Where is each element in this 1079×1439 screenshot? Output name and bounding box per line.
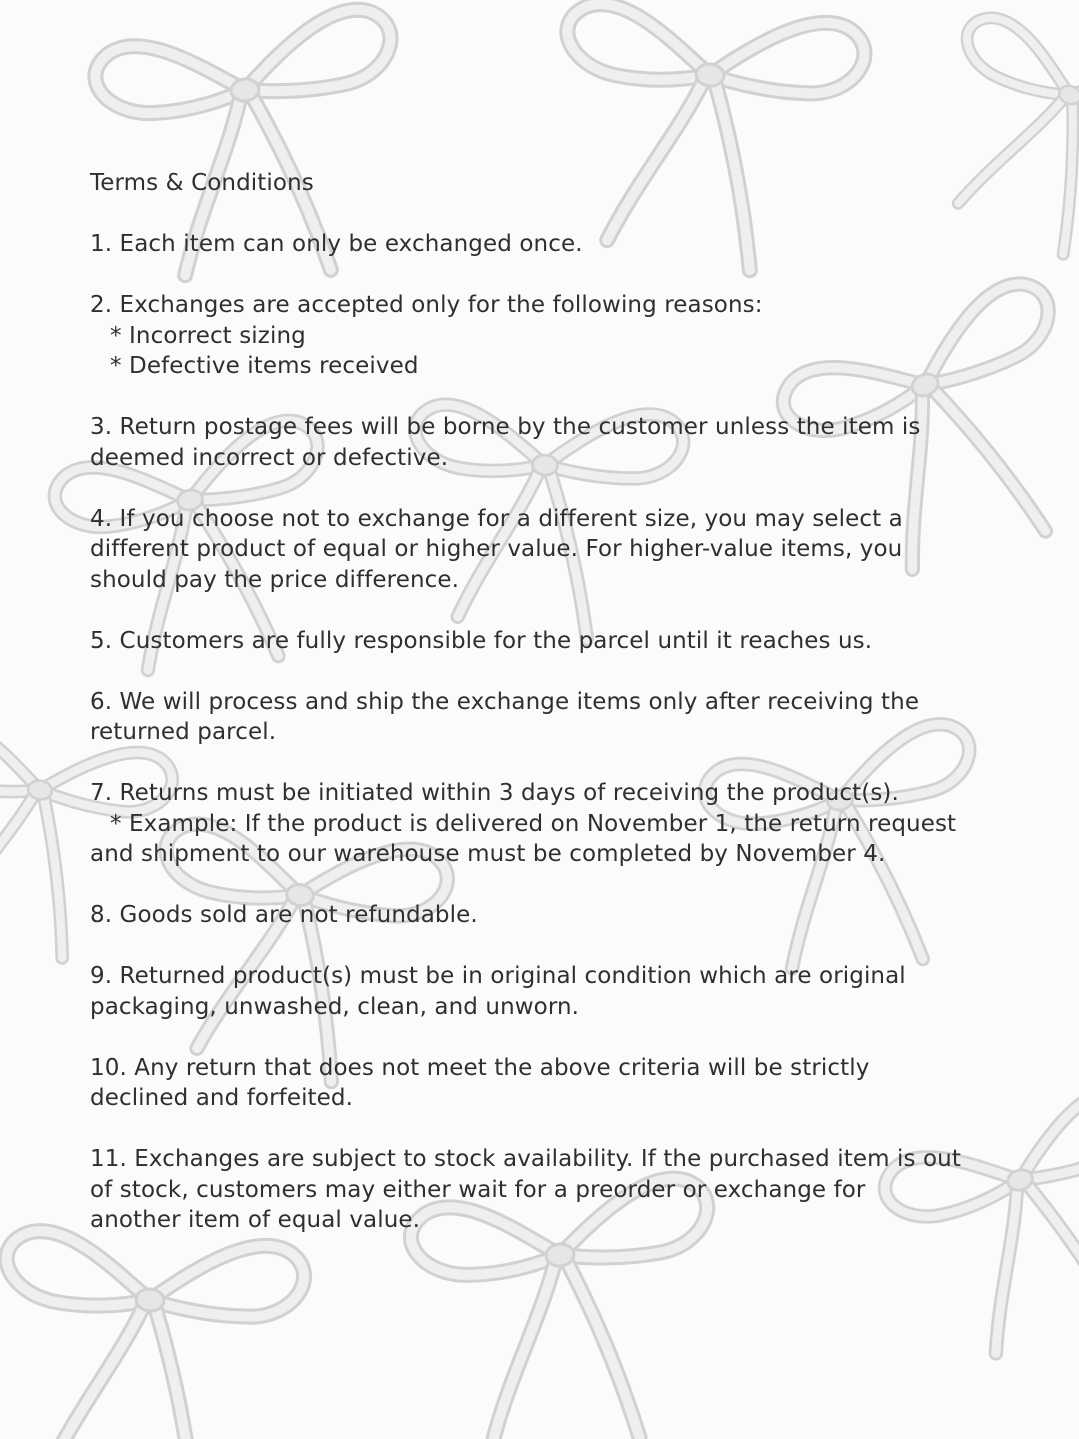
term-line: returned parcel. xyxy=(90,719,277,745)
term-line: 6. We will process and ship the exchange items only after receiving the xyxy=(90,688,920,715)
term-line: should pay the price difference. xyxy=(90,566,460,593)
term-10 xyxy=(90,1053,1020,1114)
term-line: deemed incorrect or defective. xyxy=(90,444,449,471)
term-bullet-defective-items: * Defective items received xyxy=(110,353,419,379)
term-7 xyxy=(90,778,1020,870)
term-11 xyxy=(90,1144,1020,1236)
term-4 xyxy=(90,504,1020,596)
term-line: 4. If you choose not to exchange for a different size, you may select a xyxy=(90,505,903,532)
term-8 xyxy=(90,900,1020,931)
term-line: packaging, unwashed, clean, and unworn. xyxy=(90,993,580,1020)
term-example: * Example: If the product is delivered on November 1, the return request xyxy=(110,810,957,837)
term-line: 10. Any return that does not meet the above criteria will be strictly xyxy=(90,1054,870,1081)
term-3 xyxy=(90,412,1020,473)
document-title: Terms & Conditions xyxy=(90,170,314,196)
term-line: of stock, customers may either wait for a preorder or exchange for xyxy=(90,1176,866,1203)
term-line: 8. Goods sold are not refundable. xyxy=(90,902,478,928)
terms-document xyxy=(90,168,1020,1236)
term-bullet-incorrect-sizing: * Incorrect sizing xyxy=(110,322,306,349)
term-2 xyxy=(90,290,1020,382)
term-line: another item of equal value. xyxy=(90,1207,421,1233)
term-9 xyxy=(90,961,1020,1022)
term-line: 5. Customers are fully responsible for the parcel until it reaches us. xyxy=(90,627,873,654)
term-line: 11. Exchanges are subject to stock availability. If the purchased item is out xyxy=(90,1146,961,1172)
term-1 xyxy=(90,229,1020,260)
term-line: and shipment to our warehouse must be completed by November 4. xyxy=(90,841,886,867)
term-5 xyxy=(90,626,1020,657)
term-6 xyxy=(90,687,1020,748)
term-line: 3. Return postage fees will be borne by the customer unless the item is xyxy=(90,414,921,440)
term-line: 1. Each item can only be exchanged once. xyxy=(90,231,583,257)
term-line: 9. Returned product(s) must be in original condition which are original xyxy=(90,963,906,989)
term-line: 2. Exchanges are accepted only for the following reasons: xyxy=(90,292,763,318)
term-line: declined and forfeited. xyxy=(90,1085,354,1111)
term-line: 7. Returns must be initiated within 3 days of receiving the product(s). xyxy=(90,780,899,806)
term-line: different product of equal or higher value. For higher-value items, you xyxy=(90,536,903,562)
